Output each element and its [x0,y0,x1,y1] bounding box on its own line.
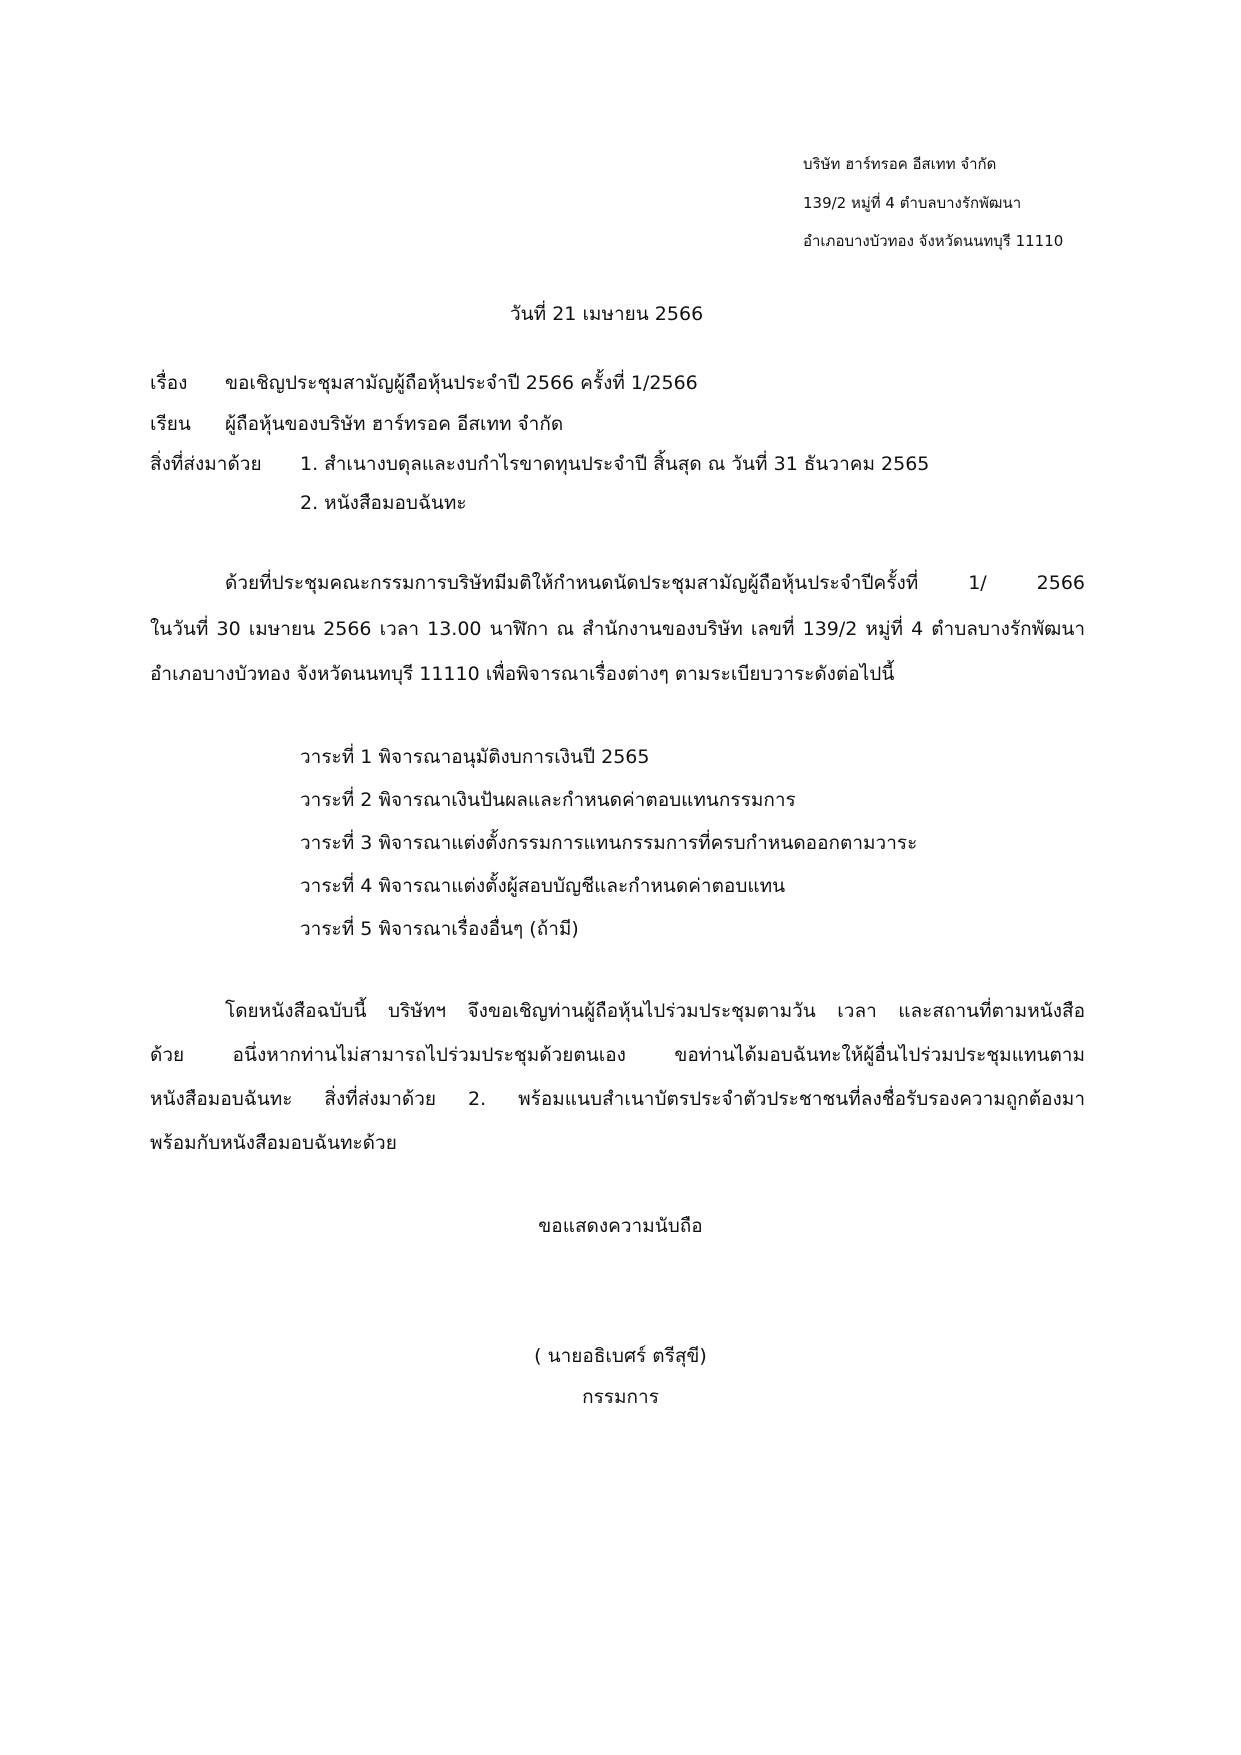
agenda-item: วาระที่ 2 พิจารณาเงินปันผลและกำหนดค่าตอบแทนกรรมการ [300,789,796,811]
signatory-name: ( นายอธิเบศร์ ตรีสุขี) [534,1345,707,1367]
closing-text: ขอแสดงความนับถือ [538,1215,703,1237]
enclosure-item: 1. สำเนางบดุลและงบกำไรขาดทุนประจำปี สิ้นสุด ณ วันที่ 31 ธันวาคม 2565 [300,453,930,475]
letter-date: วันที่ 21 เมษายน 2566 [510,303,704,325]
agenda-item: วาระที่ 5 พิจารณาเรื่องอื่นๆ (ถ้ามี) [300,918,579,940]
paragraph2-line: โดยหนังสือฉบับนี้ บริษัทฯ จึงขอเชิญท่านผู้ถือหุ้นไปร่วมประชุมตามวัน เวลา และสถานที่ตามหนังสือ [225,1000,1085,1022]
subject-label: เรื่อง [150,372,188,394]
company-address-line: 139/2 หมู่ที่ 4 ตำบลบางรักพัฒนา [803,194,1022,212]
paragraph2-line: ด้วย อนึ่งหากท่านไม่สามารถไปร่วมประชุมด้วยตนเอง ขอท่านได้มอบฉันทะให้ผู้อื่นไปร่วมประชุมแทนตาม [150,1044,1085,1066]
enclosures-label: สิ่งที่ส่งมาด้วย [150,453,262,475]
signatory-title: กรรมการ [582,1386,659,1408]
paragraph1-line: ในวันที่ 30 เมษายน 2566 เวลา 13.00 นาฬิกา ณ สำนักงานของบริษัท เลขที่ 139/2 หมู่ที่ 4 ตำบลบางรักพัฒนา [150,618,1085,640]
paragraph2-line: พร้อมกับหนังสือมอบฉันทะด้วย [150,1132,397,1154]
recipient-text: ผู้ถือหุ้นของบริษัท ฮาร์ทรอค อีสเทท จำกัด [225,413,564,435]
agenda-item: วาระที่ 4 พิจารณาแต่งตั้งผู้สอบบัญชีและกำหนดค่าตอบแทน [300,875,786,897]
recipient-label: เรียน [150,413,191,435]
paragraph2-line: หนังสือมอบฉันทะ สิ่งที่ส่งมาด้วย 2. พร้อมแนบสำเนาบัตรประจำตัวประชาชนที่ลงชื่อรับรองความถูกต้องมา [150,1088,1085,1110]
company-address-line: อำเภอบางบัวทอง จังหวัดนนทบุรี 11110 [803,232,1064,250]
subject-text: ขอเชิญประชุมสามัญผู้ถือหุ้นประจำปี 2566 ครั้งที่ 1/2566 [225,372,698,394]
agenda-item: วาระที่ 1 พิจารณาอนุมัติงบการเงินปี 2565 [300,746,650,768]
paragraph1-line: ด้วยที่ประชุมคณะกรรมการบริษัทมีมติให้กำหนดนัดประชุมสามัญผู้ถือหุ้นประจำปีครั้งที่ 1/ 2566 [225,572,1085,594]
paragraph1-line: อำเภอบางบัวทอง จังหวัดนนทบุรี 11110 เพื่อพิจารณาเรื่องต่างๆ ตามระเบียบวาระดังต่อไปนี้ [150,663,895,685]
company-name: บริษัท ฮาร์ทรอค อีสเทท จำกัด [803,155,997,173]
agenda-item: วาระที่ 3 พิจารณาแต่งตั้งกรรมการแทนกรรมการที่ครบกำหนดออกตามวาระ [300,832,918,854]
enclosure-item: 2. หนังสือมอบฉันทะ [300,492,467,514]
